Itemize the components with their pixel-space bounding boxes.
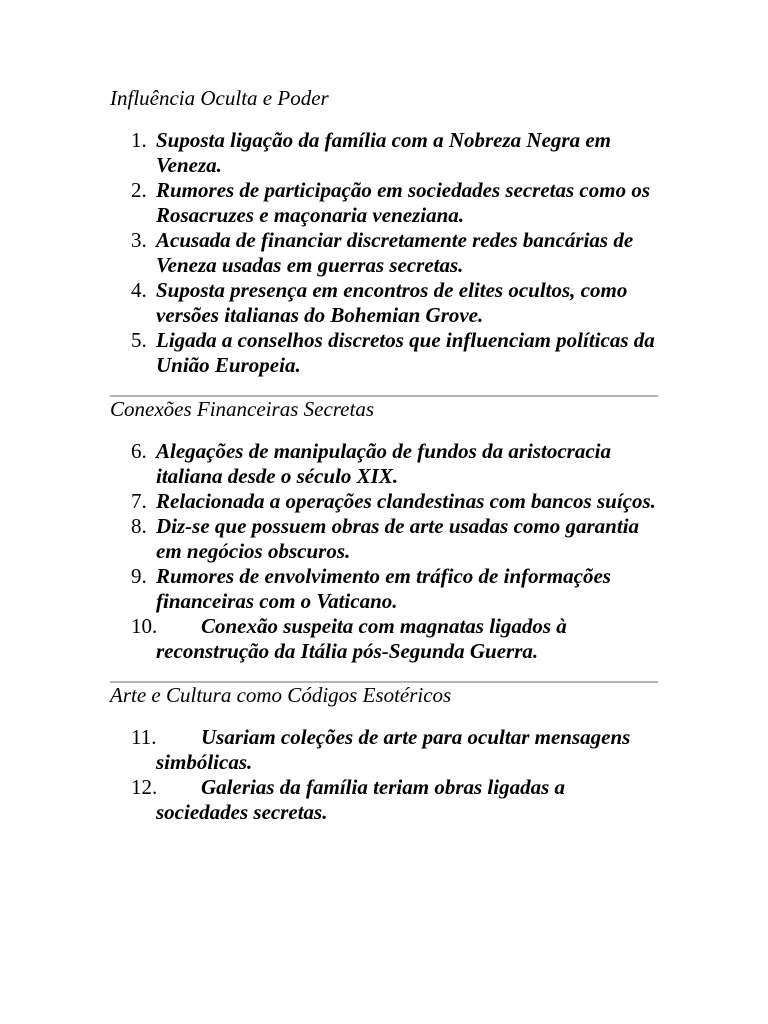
section-title: Conexões Financeiras Secretas <box>110 397 374 421</box>
list-item <box>110 178 658 228</box>
list-item <box>110 489 658 514</box>
item-text: Acusada de financiar discretamente redes bancárias de Veneza usadas em guerras secretas. <box>156 228 634 277</box>
item-text: Usariam coleções de arte para ocultar mensagens simbólicas. <box>156 725 631 774</box>
section-title: Arte e Cultura como Códigos Esotéricos <box>110 683 452 707</box>
document-page <box>110 86 658 825</box>
item-number: 10. <box>131 614 158 638</box>
item-number: 8. <box>131 514 147 538</box>
list-item <box>110 278 658 328</box>
numbered-list <box>110 725 658 825</box>
numbered-list <box>110 128 658 378</box>
list-item <box>110 725 658 775</box>
item-text: Conexão suspeita com magnatas ligados à reconstrução da Itália pós-Segunda Guerra. <box>156 614 567 663</box>
numbered-list <box>110 439 658 664</box>
list-item <box>110 228 658 278</box>
item-text: Suposta presença em encontros de elites ocultos, como versões italianas do Bohemian Grove. <box>156 278 628 327</box>
item-number: 11. <box>131 725 157 749</box>
item-number: 3. <box>131 228 147 252</box>
item-text: Rumores de envolvimento em tráfico de informações financeiras com o Vaticano. <box>156 564 611 613</box>
section-title: Influência Oculta e Poder <box>110 86 329 110</box>
item-text: Galerias da família teriam obras ligadas a sociedades secretas. <box>156 775 566 824</box>
item-text: Suposta ligação da família com a Nobreza Negra em Veneza. <box>156 128 611 177</box>
list-item <box>110 514 658 564</box>
item-text: Rumores de participação em sociedades secretas como os Rosacruzes e maçonaria veneziana. <box>156 178 651 227</box>
item-text: Alegações de manipulação de fundos da aristocracia italiana desde o século XIX. <box>156 439 611 488</box>
section-arte-cultura <box>110 683 658 825</box>
item-number: 5. <box>131 328 147 352</box>
section-influencia <box>110 86 658 397</box>
item-number: 9. <box>131 564 147 588</box>
item-number: 2. <box>131 178 147 202</box>
list-item <box>110 564 658 614</box>
list-item <box>110 439 658 489</box>
list-item <box>110 614 658 664</box>
item-number: 1. <box>131 128 147 152</box>
list-item <box>110 775 658 825</box>
item-text: Ligada a conselhos discretos que influenciam políticas da União Europeia. <box>156 328 655 377</box>
item-text: Diz-se que possuem obras de arte usadas como garantia em negócios obscuros. <box>156 514 640 563</box>
section-conexoes-financeiras <box>110 397 658 683</box>
item-number: 6. <box>131 439 147 463</box>
list-item <box>110 128 658 178</box>
item-number: 12. <box>131 775 158 799</box>
item-number: 7. <box>131 489 147 513</box>
item-number: 4. <box>131 278 147 302</box>
list-item <box>110 328 658 378</box>
item-text: Relacionada a operações clandestinas com bancos suíços. <box>156 489 656 513</box>
